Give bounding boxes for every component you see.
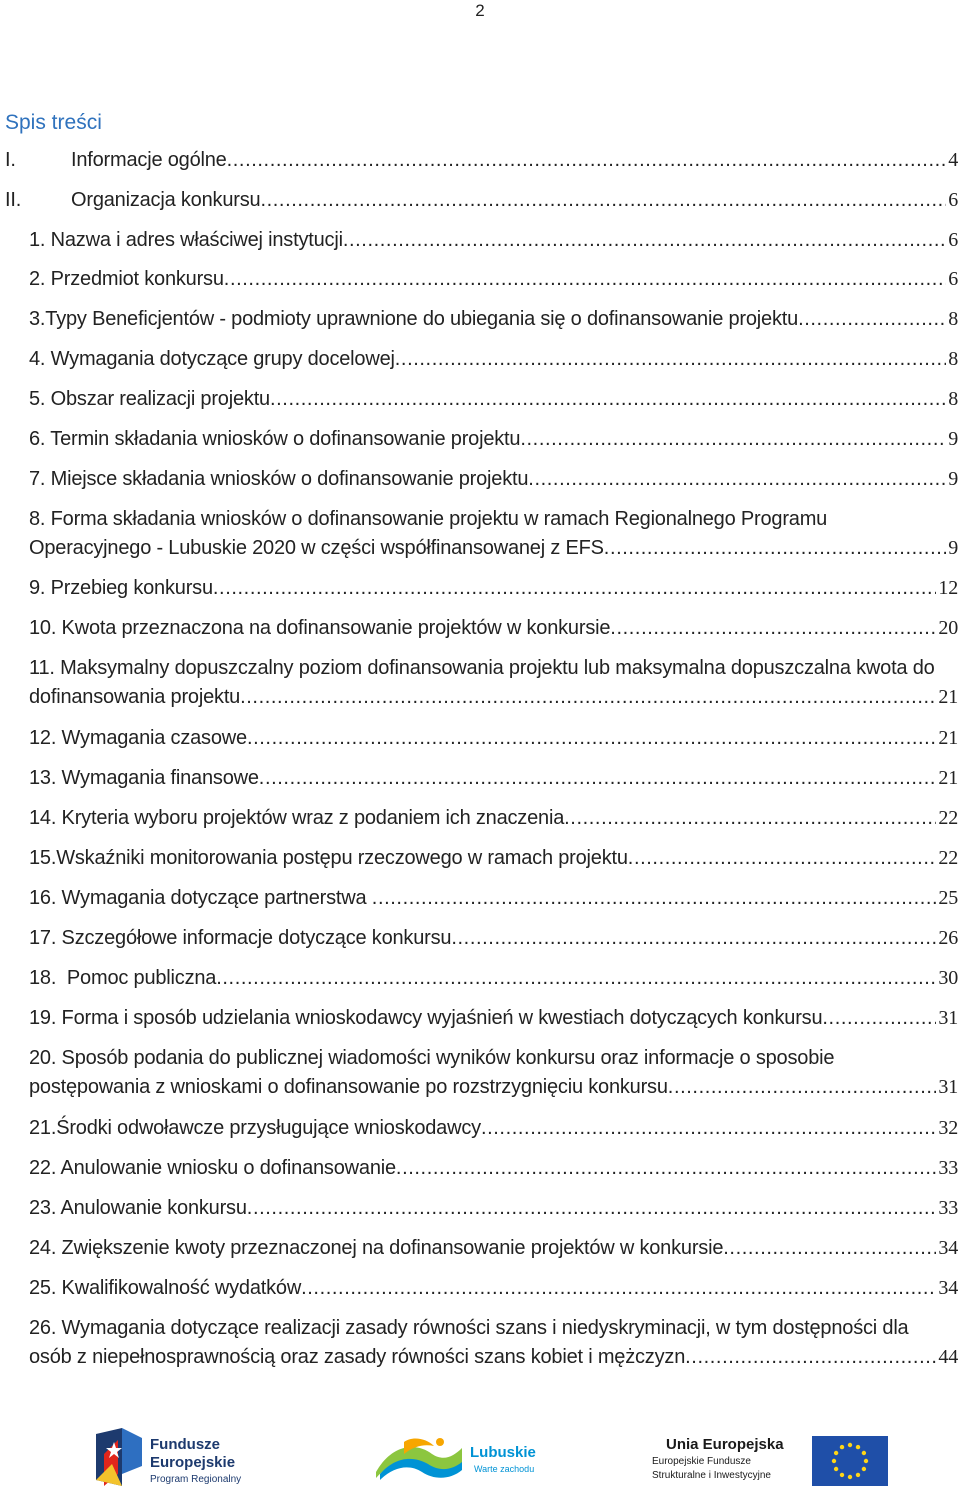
toc-entry[interactable]	[0, 425, 959, 454]
toc-entry-page: 6	[948, 229, 958, 251]
toc-dot-leader	[247, 1194, 937, 1223]
eu-star-icon	[834, 1451, 838, 1455]
toc-entry[interactable]	[0, 964, 959, 993]
ue-line2: Europejskie Fundusze	[652, 1456, 751, 1467]
toc-entry[interactable]	[0, 226, 959, 255]
toc-entry[interactable]	[0, 654, 959, 712]
toc-dot-leader	[259, 764, 937, 793]
toc-dot-leader	[216, 964, 936, 993]
toc-entry-page: 25	[938, 887, 958, 909]
footer-logos	[0, 1418, 960, 1498]
toc-dot-leader	[668, 1073, 937, 1102]
toc-entry-title-line1: 8. Forma składania wniosków o dofinansowanie projektu w ramach Regionalnego Programu	[29, 508, 828, 530]
toc-entry-page: 26	[938, 927, 958, 949]
toc-entry[interactable]	[0, 1154, 959, 1183]
toc-entry[interactable]	[0, 1194, 959, 1223]
toc-entry-page: 8	[948, 388, 958, 410]
toc-dot-leader	[610, 614, 936, 643]
toc-entry-page: 8	[948, 308, 958, 330]
lubuskie-wave-icon	[374, 1434, 464, 1484]
toc-dot-leader	[396, 1154, 936, 1183]
toc-dot-leader	[247, 724, 936, 753]
toc-entry-page: 34	[938, 1277, 958, 1299]
toc-dot-leader	[604, 534, 946, 563]
page-number: 2	[475, 1, 485, 20]
toc-entry[interactable]	[0, 764, 959, 793]
eu-flag-icon	[812, 1436, 888, 1486]
toc-entry-title: 16. Wymagania dotyczące partnerstwa	[29, 887, 372, 909]
toc-entry[interactable]	[0, 1234, 959, 1263]
toc-entry[interactable]	[0, 884, 959, 913]
toc-entry-page: 21	[938, 686, 958, 708]
toc-entry[interactable]	[0, 146, 959, 175]
toc-entry-title: 19. Forma i sposób udzielania wnioskodawcy wyjaśnień w kwestiach dotyczących konkursu	[29, 1007, 823, 1029]
toc-dot-leader	[822, 1004, 936, 1033]
fe-line2: Europejskie	[150, 1454, 236, 1471]
eu-star-icon	[832, 1459, 836, 1463]
toc-entry[interactable]	[0, 1044, 959, 1102]
eu-star-icon	[840, 1445, 844, 1449]
toc-entry[interactable]	[0, 186, 959, 215]
unia-europejska-logo	[652, 1434, 888, 1490]
toc-entry-title: 18. Pomoc publiczna	[29, 967, 217, 989]
eu-star-icon	[848, 1443, 852, 1447]
lubuskie-name: Lubuskie	[470, 1444, 536, 1461]
toc-entry[interactable]	[0, 505, 959, 563]
toc-dot-leader	[520, 425, 946, 454]
toc-entry-title-line1: 11. Maksymalny dopuszczalny poziom dofinansowania projektu lub maksymalna dopuszczalna kwota do	[29, 657, 935, 679]
toc-entry[interactable]	[0, 924, 959, 953]
toc-entry-page: 31	[938, 1076, 958, 1098]
toc-entry-page: 22	[938, 847, 958, 869]
toc-entry-title: 15.Wskaźniki monitorowania postępu rzeczowego w ramach projektu	[29, 847, 628, 869]
toc-entry-title: 6. Termin składania wniosków o dofinansowanie projektu	[29, 428, 521, 450]
toc-entry[interactable]	[0, 305, 959, 334]
fe-line3: Program Regionalny	[150, 1474, 242, 1485]
toc-entry-title: 23. Anulowanie konkursu	[29, 1197, 247, 1219]
toc-dot-leader	[481, 1114, 936, 1143]
toc-entry-page: 22	[938, 807, 958, 829]
toc-entry[interactable]	[0, 574, 959, 603]
toc-dot-leader	[628, 844, 937, 873]
toc-entry-page: 21	[938, 727, 958, 749]
toc-entry[interactable]	[0, 385, 959, 414]
toc-entry-page: 33	[938, 1157, 958, 1179]
toc-entry-title: 25. Kwalifikowalność wydatków	[29, 1277, 302, 1299]
toc-entry-page: 9	[948, 428, 958, 450]
toc-entry-title: 2. Przedmiot konkursu	[29, 268, 224, 290]
eu-star-icon	[862, 1451, 866, 1455]
eu-star-icon	[848, 1475, 852, 1479]
toc-entry-page: 4	[948, 149, 958, 171]
lubuskie-tagline: Warte zachodu	[474, 1464, 535, 1474]
toc-entry-title: 10. Kwota przeznaczona na dofinansowanie projektów w konkursie	[29, 617, 611, 639]
toc-entry-title: postępowania z wnioskami o dofinansowanie po rozstrzygnięciu konkursu	[29, 1076, 668, 1098]
toc-entry-title: 9. Przebieg konkursu	[29, 577, 213, 599]
toc-dot-leader	[301, 1274, 936, 1303]
toc-entry-page: 30	[938, 967, 958, 989]
toc-entry-title: Organizacja konkursu	[71, 189, 261, 211]
eu-star-icon	[862, 1467, 866, 1471]
toc-entry[interactable]	[0, 265, 959, 294]
fe-line1: Fundusze	[150, 1436, 220, 1453]
toc-entry-number: I.	[5, 149, 16, 171]
toc-dot-leader	[528, 465, 946, 494]
fe-flag-icon	[94, 1424, 144, 1490]
toc-entry[interactable]	[0, 614, 959, 643]
toc-entry-page: 44	[938, 1346, 958, 1368]
toc-entry-page: 9	[948, 468, 958, 490]
toc-dot-leader	[270, 385, 946, 414]
toc-entry-title: 7. Miejsce składania wniosków o dofinansowanie projektu	[29, 468, 529, 490]
toc-entry-title-line1: 20. Sposób podania do publicznej wiadomości wyników konkursu oraz informacje o sposobie	[29, 1047, 835, 1069]
toc-entry[interactable]	[0, 844, 959, 873]
toc-entry[interactable]	[0, 804, 959, 833]
toc-entry-page: 31	[938, 1007, 958, 1029]
toc-entry[interactable]	[0, 345, 959, 374]
toc-entry-title: Operacyjnego - Lubuskie 2020 w części współfinansowanej z EFS	[29, 537, 604, 559]
toc-entry-title: 22. Anulowanie wniosku o dofinansowanie	[29, 1157, 396, 1179]
toc-dot-leader	[395, 345, 946, 374]
toc-entry-title: 21.Środki odwoławcze przysługujące wnioskodawcy	[29, 1117, 481, 1139]
toc-entry-page: 9	[948, 537, 958, 559]
toc-entry-page: 34	[938, 1237, 958, 1259]
toc-entry[interactable]	[0, 1274, 959, 1303]
toc-entry-title: 5. Obszar realizacji projektu	[29, 388, 270, 410]
toc-entry[interactable]	[0, 465, 959, 494]
toc-entry-title: 12. Wymagania czasowe	[29, 727, 247, 749]
toc-entry-page: 6	[948, 189, 958, 211]
toc-dot-leader	[224, 265, 946, 294]
toc-entry-page: 6	[948, 268, 958, 290]
toc-entry-title: dofinansowania projektu	[29, 686, 241, 708]
eu-star-icon	[840, 1473, 844, 1477]
toc-dot-leader	[343, 226, 946, 255]
toc-entry-title: 24. Zwiększenie kwoty przeznaczonej na dofinansowanie projektów w konkursie	[29, 1237, 724, 1259]
eu-star-icon	[834, 1467, 838, 1471]
toc-dot-leader	[260, 186, 946, 215]
toc-entry-title: Informacje ogólne	[71, 149, 227, 171]
toc-entry[interactable]	[0, 1314, 959, 1372]
ue-line3: Strukturalne i Inwestycyjne	[652, 1470, 771, 1481]
toc-dot-leader	[798, 305, 946, 334]
toc-entry-title: 1. Nazwa i adres właściwej instytucji	[29, 229, 343, 251]
toc-dot-leader	[564, 804, 936, 833]
lubuskie-logo	[374, 1434, 542, 1484]
toc-entry-page: 20	[938, 617, 958, 639]
toc-dot-leader	[451, 924, 936, 953]
toc-dot-leader	[723, 1234, 936, 1263]
toc-dot-leader	[240, 683, 936, 712]
toc-dot-leader	[227, 146, 947, 175]
toc-entry[interactable]	[0, 1114, 959, 1143]
toc-dot-leader	[685, 1343, 936, 1372]
toc-entry-page: 12	[938, 577, 958, 599]
toc-entry-title: 4. Wymagania dotyczące grupy docelowej	[29, 348, 395, 370]
toc-entry-title-line1: 26. Wymagania dotyczące realizacji zasady równości szans i niedyskryminacji, w tym dostępności dla	[29, 1317, 909, 1339]
toc-entry-title: 17. Szczegółowe informacje dotyczące konkursu	[29, 927, 452, 949]
toc-entry-page: 8	[948, 348, 958, 370]
toc-entry-page: 33	[938, 1197, 958, 1219]
ue-line1: Unia Europejska	[666, 1436, 784, 1453]
toc-entry-title: osób z niepełnosprawnością oraz zasady równości szans kobiet i mężczyzn	[29, 1346, 686, 1368]
toc-entry-title: 13. Wymagania finansowe	[29, 767, 259, 789]
toc-dot-leader	[213, 574, 937, 603]
toc-entry-page: 32	[938, 1117, 958, 1139]
toc-entry[interactable]	[0, 1004, 959, 1033]
eu-star-icon	[856, 1473, 860, 1477]
fundusze-europejskie-logo	[94, 1424, 264, 1490]
eu-star-icon	[856, 1445, 860, 1449]
toc-entry-number: II.	[5, 189, 22, 211]
toc-entry-page: 21	[938, 767, 958, 789]
toc-entry[interactable]	[0, 724, 959, 753]
toc-entry-title: 14. Kryteria wyboru projektów wraz z podaniem ich znaczenia	[29, 807, 565, 829]
toc-heading: Spis treści	[5, 111, 102, 134]
eu-star-icon	[864, 1459, 868, 1463]
toc-dot-leader	[372, 884, 937, 913]
toc-entry-title: 3.Typy Beneficjentów - podmioty uprawnione do ubiegania się o dofinansowanie projektu	[29, 308, 799, 330]
